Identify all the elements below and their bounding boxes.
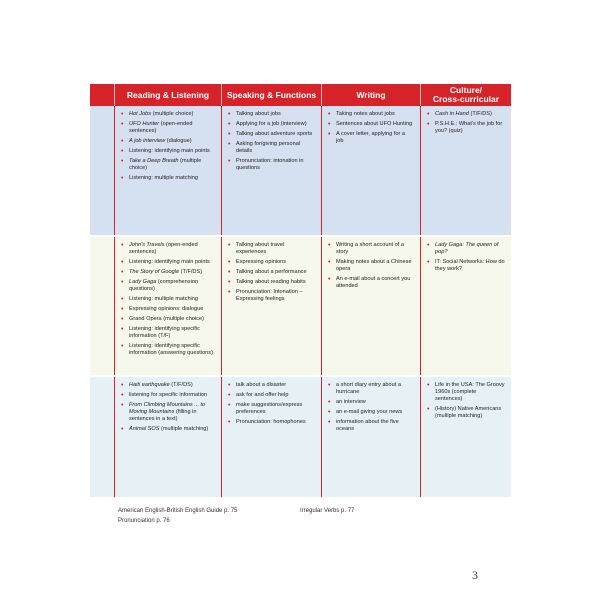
list-item: • Talking about a performance [228, 269, 315, 276]
writing-cell [321, 106, 420, 235]
header-writing: Writing [321, 84, 420, 106]
list-item: • Lady Gaga (comprehension questions) [121, 279, 215, 293]
list-item: • Listening: identifying specific information (T/F) [121, 326, 215, 340]
reading-cell [114, 377, 221, 497]
speaking-cell [221, 237, 321, 375]
header-spacer [90, 84, 114, 106]
list-item: • an interview [328, 399, 414, 406]
footer-guide: American English-British English Guide p. 75 [118, 508, 238, 514]
reading-cell [114, 106, 221, 235]
list-item: • Grand Opera (multiple choice) [121, 316, 215, 323]
culture-cell [420, 106, 511, 235]
list-item: • (History) Native Americans (multiple matching) [427, 406, 505, 420]
row-spacer [90, 106, 114, 235]
list-item: • John's Travels (open-ended sentences) [121, 242, 215, 256]
list-item: • Taking notes about jobs [328, 111, 414, 118]
table-header [90, 84, 511, 106]
list-item: • talk about a disaster [228, 382, 315, 389]
row-spacer [90, 377, 114, 497]
syllabus-table [90, 84, 511, 497]
culture-list [427, 111, 505, 135]
list-item: • Listening: multiple matching [121, 296, 215, 303]
reading-list [121, 382, 215, 433]
reading-list [121, 242, 215, 357]
list-item: • Talking about reading habits [228, 279, 315, 286]
list-item: • Making notes about a Chinese opera [328, 259, 414, 273]
list-item: • Take a Deep Breath (multiple choice) [121, 158, 215, 172]
list-item: • Expressing opinions [228, 259, 315, 266]
list-item: • make suggestions/express preferences [228, 402, 315, 416]
writing-list [328, 242, 414, 290]
list-item: • Asking for/giving personal details [228, 141, 315, 155]
list-item: • Haiti earthquake (T/F/DS) [121, 382, 215, 389]
list-item: • Listening: multiple matching [121, 175, 215, 182]
list-item: • Applying for a job (interview) [228, 121, 315, 128]
speaking-cell [221, 377, 321, 497]
list-item: • Lady Gaga: The queen of pop? [427, 242, 505, 256]
list-item: • Listening: identifying main points [121, 259, 215, 266]
list-item: • Expressing opinions: dialogue [121, 306, 215, 313]
speaking-list [228, 382, 315, 426]
unit-row [90, 235, 511, 375]
writing-list [328, 382, 414, 433]
page-number: 3 [472, 568, 478, 582]
list-item: • UFO Hunter (open-ended sentences) [121, 121, 215, 135]
list-item: • Listening: identifying specific information (answering questions) [121, 343, 215, 357]
list-item: • Pronunciation: Intonation – Expressing feelings [228, 289, 315, 303]
list-item: • P.S.H.E.: What's the job for you? (quiz) [427, 121, 505, 135]
reading-cell [114, 237, 221, 375]
header-speaking-functions: Speaking & Functions [221, 84, 321, 106]
list-item: • an e-mail giving your news [328, 409, 414, 416]
list-item: • Talking about adventure sports [228, 131, 315, 138]
list-item: • a short diary entry about a hurricane [328, 382, 414, 396]
list-item: • Talking about travel experiences [228, 242, 315, 256]
list-item: • Pronunciation: intonation in questions [228, 158, 315, 172]
list-item: • A cover letter, applying for a job [328, 131, 414, 145]
list-item: • listening for specific information [121, 392, 215, 399]
list-item: • The Story of Google (T/F/DS) [121, 269, 215, 276]
list-item: • An e-mail about a concert you attended [328, 276, 414, 290]
list-item: • information about the five oceans [328, 419, 414, 433]
unit-row [90, 106, 511, 235]
list-item: • Cash in Hand (T/F/DS) [427, 111, 505, 118]
list-item: • Life in the USA: The Groovy 1960s (complete sentences) [427, 382, 505, 403]
list-item: • Animal SOS (multiple matching) [121, 426, 215, 433]
list-item: • Sentences about UFO Hunting [328, 121, 414, 128]
culture-cell [420, 237, 511, 375]
culture-list [427, 242, 505, 273]
reading-list [121, 111, 215, 182]
speaking-cell [221, 106, 321, 235]
header-reading-listening: Reading & Listening [114, 84, 221, 106]
footer-pronunciation: Pronunciation p. 76 [118, 518, 170, 524]
list-item: • ask for and offer help [228, 392, 315, 399]
speaking-list [228, 111, 315, 172]
row-spacer [90, 237, 114, 375]
list-item: • IT: Social Networks: How do they work? [427, 259, 505, 273]
culture-cell [420, 377, 511, 497]
unit-row [90, 375, 511, 497]
culture-list [427, 382, 505, 420]
writing-cell [321, 237, 420, 375]
speaking-list [228, 242, 315, 303]
list-item: • Writing a short account of a story [328, 242, 414, 256]
writing-list [328, 111, 414, 145]
writing-cell [321, 377, 420, 497]
list-item: • Talking about jobs [228, 111, 315, 118]
footer-irregular-verbs: Irregular Verbs p. 77 [300, 508, 355, 514]
list-item: • Pronunciation: homophones [228, 419, 315, 426]
header-culture: Culture/ Cross-curricular [420, 84, 511, 106]
list-item: • A job interview (dialogue) [121, 138, 215, 145]
list-item: • Hot Jobs (multiple choice) [121, 111, 215, 118]
list-item: • Listening: identifying main points [121, 148, 215, 155]
list-item: • From Climbing Mountains ... to Moving Mountains (filling in sentences in a text) [121, 402, 215, 423]
